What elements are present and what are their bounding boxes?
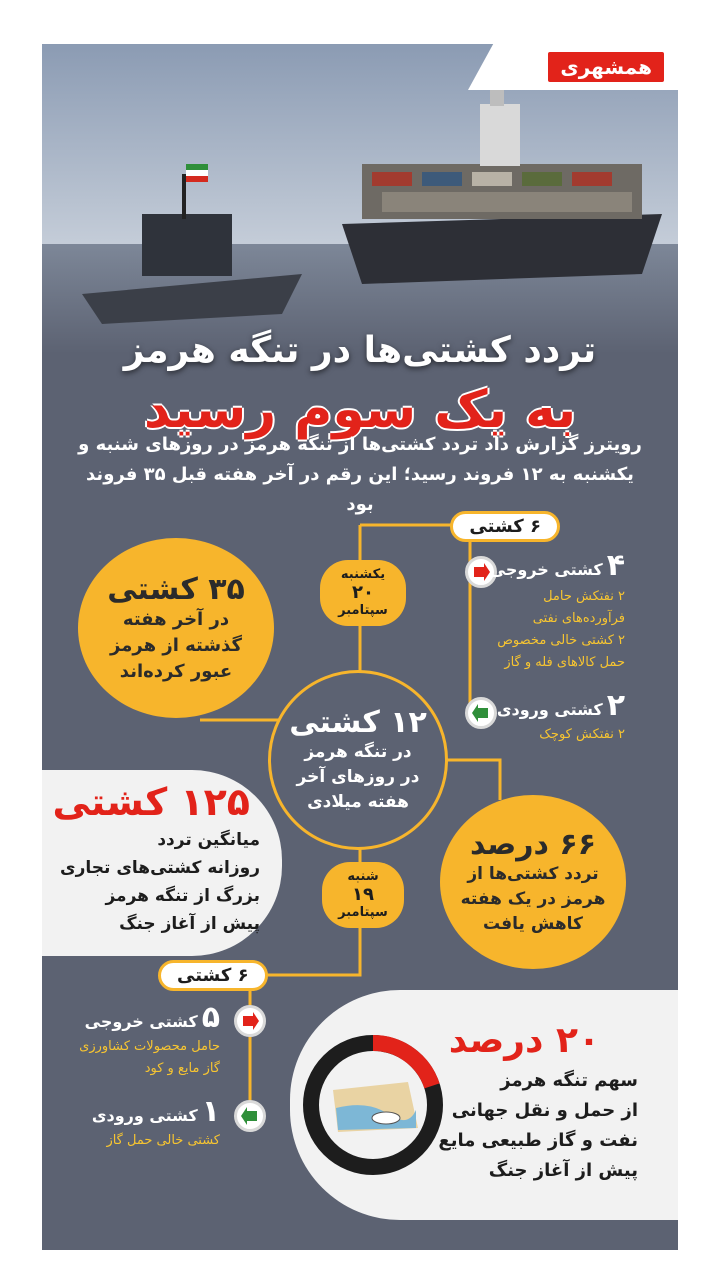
share-arc xyxy=(373,1043,432,1086)
sunday-incoming-title xyxy=(497,688,625,723)
stat-line: نفت و گاز طبیعی مایع xyxy=(438,1130,638,1151)
sunday-incoming-details xyxy=(539,724,625,746)
saturday-outgoing-label: کشتی خروجی xyxy=(84,1012,198,1031)
saturday-outgoing-count: ۵ xyxy=(201,1000,220,1035)
stat-line: از حمل و نقل جهانی xyxy=(451,1100,638,1121)
stat-line: عبور کرده‌اند xyxy=(119,660,233,682)
stat-line: تردد کشتی‌ها از xyxy=(467,864,599,884)
stat-line: روزانه کشتی‌های تجاری xyxy=(60,858,260,878)
publisher-logo: همشهری xyxy=(548,52,664,82)
detail-line: ۲ کشتی خالی مخصوص xyxy=(497,633,625,648)
stat-line: پیش از آغاز جنگ xyxy=(119,914,260,934)
circle-66-percent xyxy=(440,795,626,969)
stat-number: ۱۲ کشتی xyxy=(289,705,427,740)
stat-number: ۶۶ درصد xyxy=(469,827,597,862)
stat-line: در تنگه هرمز xyxy=(304,742,412,762)
saturday-outgoing-details xyxy=(79,1036,220,1080)
headline-line1: تردد کشتی‌ها در تنگه هرمز xyxy=(123,330,597,371)
center-12-ships xyxy=(268,670,448,850)
average-text xyxy=(60,826,260,938)
detail-line: گاز مایع و کود xyxy=(144,1061,220,1076)
saturday-incoming-count: ۱ xyxy=(201,1094,220,1129)
sunday-outgoing-title xyxy=(490,548,625,583)
share-donut xyxy=(298,1010,448,1200)
saturday-day-number: ۱۹ xyxy=(352,884,374,905)
detail-line: فرآورده‌های نفتی xyxy=(532,611,625,626)
strait-map-icon xyxy=(333,1082,418,1132)
share-number: ۲۰ درصد xyxy=(448,1020,600,1061)
stat-line: هفته میلادی xyxy=(307,792,409,812)
stat-line: میانگین تردد xyxy=(157,830,260,850)
stat-line: در آخر هفته xyxy=(122,608,230,630)
saturday-incoming-label: کشتی ورودی xyxy=(91,1106,198,1125)
sunday-day-name: یکشنبه xyxy=(340,567,386,582)
saturday-outgoing-title xyxy=(85,1000,220,1035)
stat-number: ۳۵ کشتی xyxy=(107,571,245,607)
detail-line: ۲ نفتکش کوچک xyxy=(539,727,625,742)
detail-line: حامل محصولات کشاورزی xyxy=(79,1039,220,1054)
saturday-month: سپتامبر xyxy=(338,905,388,920)
incoming-arrow-icon xyxy=(234,1100,266,1132)
stat-line: بزرگ از تنگه هرمز xyxy=(105,886,260,906)
sunday-outgoing-details xyxy=(497,586,625,674)
stat-line: گذشته از هرمز xyxy=(110,634,242,656)
incoming-arrow-icon xyxy=(465,697,497,729)
sunday-incoming-label: کشتی ورودی xyxy=(496,700,603,719)
outgoing-arrow-icon xyxy=(234,1005,266,1037)
sunday-count-pill: ۶ کشتی xyxy=(450,511,560,542)
stat-line: سهم تنگه هرمز xyxy=(500,1070,638,1091)
circle-35-ships xyxy=(78,538,274,718)
saturday-incoming-title xyxy=(92,1094,220,1129)
detail-line: حمل کالاهای فله و گاز xyxy=(504,655,625,670)
stat-line: پیش از آغاز جنگ xyxy=(488,1160,638,1181)
intro-text: رویترز گزارش داد تردد کشتی‌ها از تنگه هرمز در روزهای شنبه و یکشنبه به ۱۲ فروند رسید؛ این رقم در آخر هفته قبل ۳۵ فروند بود xyxy=(78,434,642,515)
saturday-date-badge xyxy=(322,862,404,928)
share-text xyxy=(438,1066,638,1186)
detail-line: کشتی خالی حمل گاز xyxy=(106,1133,220,1148)
saturday-count-pill: ۶ کشتی xyxy=(158,960,268,991)
detail-line: ۲ نفتکش حامل xyxy=(543,589,625,604)
saturday-day-name: شنبه xyxy=(347,869,379,884)
sunday-month: سپتامبر xyxy=(338,603,388,618)
stat-line: هرمز در یک هفته xyxy=(460,889,606,909)
stat-line: کاهش یافت xyxy=(483,914,583,934)
sunday-day-number: ۲۰ xyxy=(352,582,374,603)
sunday-incoming-count: ۲ xyxy=(606,688,625,723)
saturday-incoming-details xyxy=(106,1130,220,1152)
sunday-outgoing-count: ۴ xyxy=(606,548,625,583)
sunday-date-badge xyxy=(320,560,406,626)
sunday-outgoing-label: کشتی خروجی xyxy=(489,560,603,579)
headline-line2: به یک سوم رسید xyxy=(143,380,577,440)
stat-line: در روزهای آخر xyxy=(296,767,420,787)
average-number: ۱۲۵ کشتی xyxy=(52,780,250,824)
